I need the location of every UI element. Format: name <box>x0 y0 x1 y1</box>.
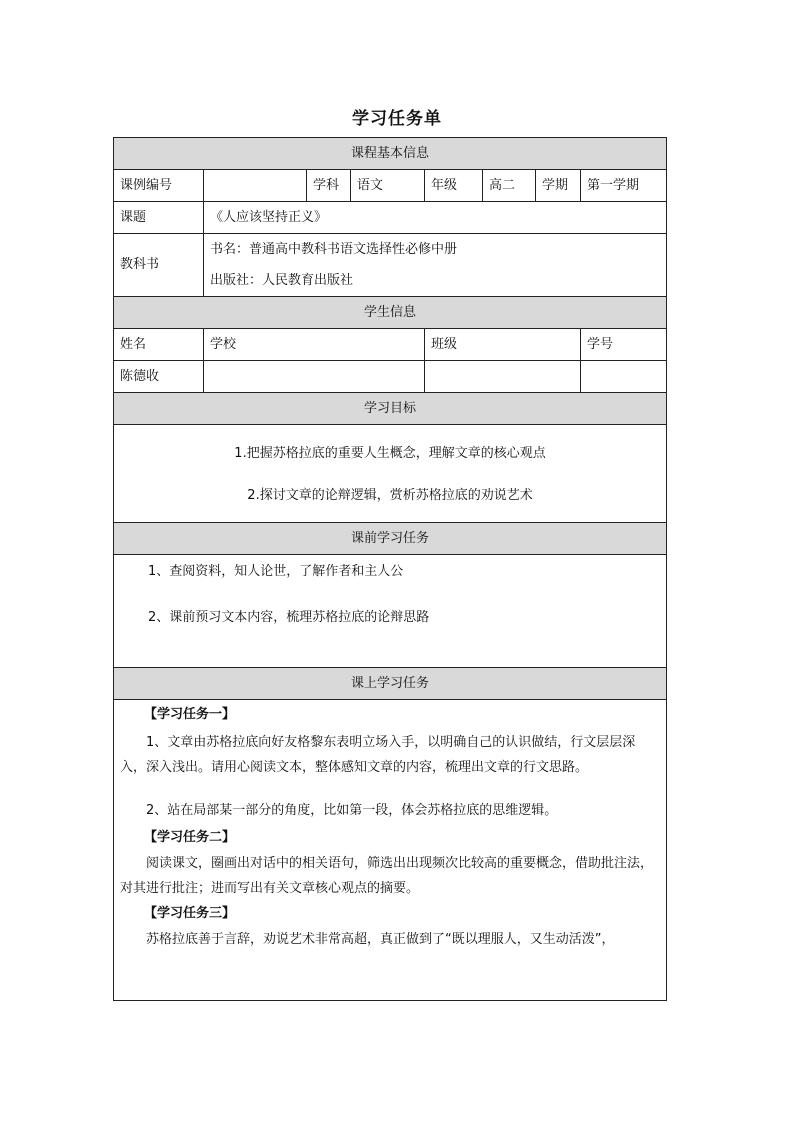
lesson-no-label: 课例编号 <box>114 170 204 202</box>
student-no-label: 学号 <box>581 329 667 361</box>
topic-value: 《人应该坚持正义》 <box>204 202 667 234</box>
grade-label: 年级 <box>425 170 483 202</box>
task2-paragraph-1: 阅读课文，圈画出对话中的相关语句，筛选出出现频次比较高的重要概念，借助批注法，对其进行批注；进而写出有关文章核心观点的摘要。 <box>120 856 654 896</box>
pre-class-header: 课前学习任务 <box>114 523 667 555</box>
textbook-info <box>204 234 667 297</box>
name-label: 姓名 <box>114 329 204 361</box>
student-info-header: 学生信息 <box>114 297 667 329</box>
lesson-no-field[interactable] <box>204 170 307 202</box>
class-field[interactable] <box>425 361 581 393</box>
topic-label: 课题 <box>114 202 204 234</box>
school-field[interactable] <box>204 361 425 393</box>
objective-item: 2.探讨文章的论辩逻辑，赏析苏格拉底的劝说艺术 <box>247 488 533 503</box>
subject-label: 学科 <box>307 170 351 202</box>
objectives-body <box>114 425 667 523</box>
book-name: 书名：普通高中教科书语文选择性必修中册 <box>210 242 458 257</box>
grade-value: 高二 <box>483 170 536 202</box>
in-class-body <box>114 700 667 1001</box>
school-label: 学校 <box>204 329 425 361</box>
task1-paragraph-1: 1、文章由苏格拉底向好友格黎东表明立场入手，以明确自己的认识做结，行文层层深入，深入浅出。请用心阅读文本，整体感知文章的内容，梳理出文章的行文思路。 <box>120 735 636 775</box>
class-label: 班级 <box>425 329 581 361</box>
task3-heading: 【学习任务三】 <box>144 906 236 921</box>
page-title: 学习任务单 <box>352 109 442 129</box>
objective-item: 1.把握苏格拉底的重要人生概念，理解文章的核心观点 <box>234 446 546 461</box>
student-no-field[interactable] <box>581 361 667 393</box>
pre-class-body <box>114 555 667 668</box>
task1-paragraph-2: 2、站在局部某一部分的角度，比如第一段，体会苏格拉底的思维逻辑。 <box>146 803 558 818</box>
publisher: 出版社：人民教育出版社 <box>210 273 354 288</box>
textbook-label: 教科书 <box>114 234 204 297</box>
subject-value: 语文 <box>351 170 425 202</box>
task2-heading: 【学习任务二】 <box>144 830 236 845</box>
course-info-header: 课程基本信息 <box>114 138 667 170</box>
pre-class-item: 2、课前预习文本内容，梳理苏格拉底的论辩思路 <box>148 610 430 625</box>
term-label: 学期 <box>536 170 581 202</box>
task3-paragraph-1: 苏格拉底善于言辞，劝说艺术非常高超，真正做到了“既以理服人，又生动活泼”， <box>146 932 615 947</box>
task-sheet-table <box>113 137 667 1001</box>
task1-heading: 【学习任务一】 <box>144 707 236 722</box>
term-value: 第一学期 <box>581 170 667 202</box>
in-class-header: 课上学习任务 <box>114 668 667 700</box>
name-value[interactable]: 陈德收 <box>114 361 204 393</box>
objectives-header: 学习目标 <box>114 393 667 425</box>
pre-class-item: 1、查阅资料，知人论世，了解作者和主人公 <box>148 564 404 579</box>
